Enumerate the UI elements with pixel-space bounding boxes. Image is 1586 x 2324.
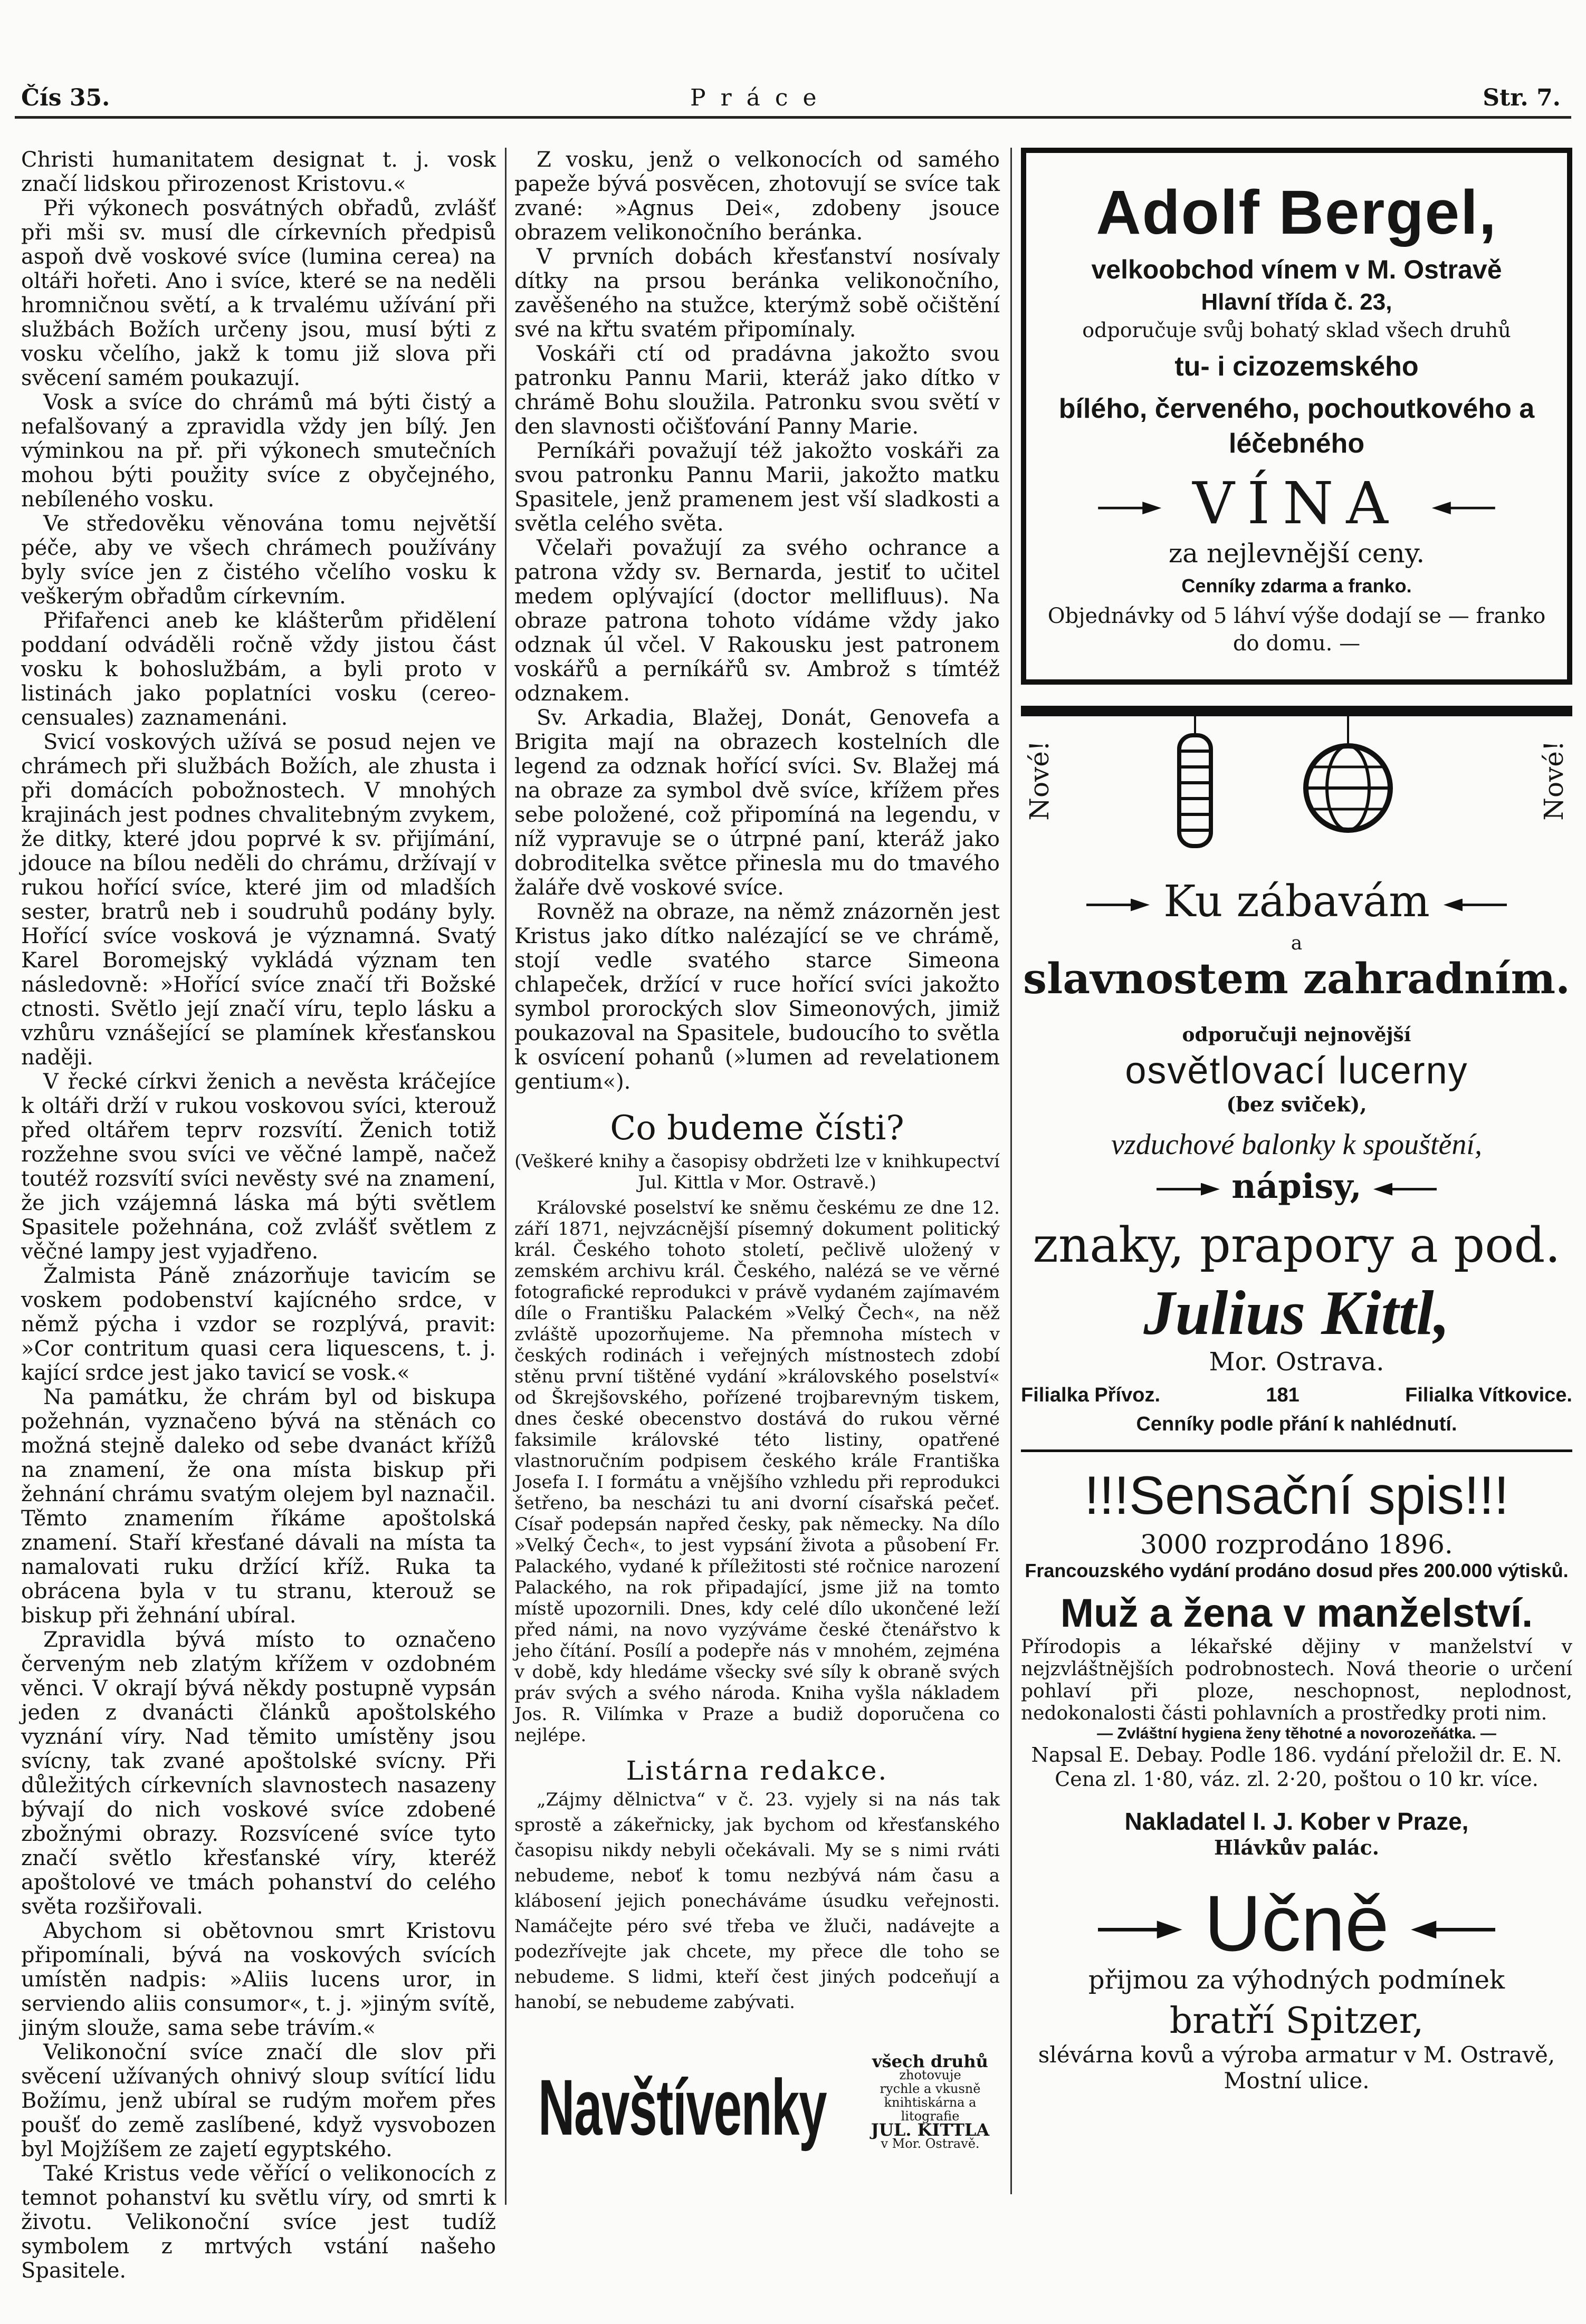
ad-title: Adolf Bergel,: [1096, 178, 1497, 247]
advertisement-column: [1021, 148, 1572, 2093]
ad-line: Francouzského vydání prodáno dosud přes 200.000 výtisků.: [1025, 1560, 1569, 1581]
paragraph: Rovněž na obraze, na němž znázorněn jest Kristus jako dítko nalézající se ve chrámě, stojí vedle svatého starce Simeona chlapeček, držící v ruce hořící svíci jakožto symbol prorockých slov Simeonových, jimiž poukazoval na Spasitele, budoucího to světla k osvícení pohanů (»lumen ad revelationem gentium«).: [514, 900, 1000, 1094]
ad-line: v Mor. Ostravě.: [881, 2136, 980, 2151]
paragraph: Velikonoční svíce značí dle slov při svěcení užívaných ohnivý sloup svítící lidu Božímu, jenž ubíral se rudým mořem přes poušť do země zaslíbené, když vysvobozen byl Mojžíšem ze zajetí egyptského.: [21, 2040, 496, 2162]
ad-line: Hlávkův palác.: [1214, 1836, 1379, 1859]
pointing-hand-icon: [1411, 1920, 1495, 1938]
paragraph: V řecké církvi ženich a nevěsta kráčejíce k oltáři drží v rukou voskovou svíci, kterouž před oltářem teprv rozsvítí. Ženich totiž rozžehne svou svíci ve věčné lampě, načež toutéž rozsvítí svíci nevěsty své na znamení, že jich vzájemná láska má býti světlem Spasitele požehnána, což zvlášť světlem z věčné lampy jest vyjadřeno.: [21, 1070, 496, 1264]
header-rule: [15, 116, 1571, 119]
ad-apprentices-text: Učně: [1204, 1879, 1389, 1967]
paragraph: Sv. Arkadia, Blažej, Donát, Genovefa a Brigita mají na obrazech kostelních dle legend za odznak hořící svíci. Sv. Blažej má na obraze za symbol dvě svíce, křížem přes sebe položené, což připomíná na legendu, v níž vypravuje se o útrpné paní, kteráž jako dobroditelka světce přinesla mu do tmavého žaláře dvě voskové svíce.: [514, 706, 1000, 900]
ad-line: slévárna kovů a výroba armatur v M. Ostravě,: [1038, 2042, 1555, 2068]
column-rule: [1010, 148, 1012, 2194]
ad-line: 3000 rozprodáno 1896.: [1140, 1529, 1453, 1560]
pointing-hand-icon: [1373, 1183, 1437, 1196]
lantern-illustration: [1021, 706, 1572, 867]
ad-branch-number: 181: [1266, 1384, 1300, 1406]
ad-line: (bez sviček),: [1226, 1092, 1367, 1116]
ad-headline: Navštívenky: [538, 2063, 827, 2152]
letters-text: „Zájmy dělnictva“ v č. 23. vyjely si na nás tak sprostě a zákeřnicky, jak bychom od křesťanského časopisu nikdy nebyli očekávali. My se s nimi rváti nebudeme, neboť k tomu nezbývá nám času a klábosení jejich ponecháváme úsudku veřejnosti. Namáčejte péro své třeba ve žluči, nadávejte a podezřívejte jak chcete, my přece dle toho se nebudeme. S lidmi, kteří čest jiných podceňují a hanobí, se nebudeme zabývati.: [514, 1789, 1000, 2013]
ad-book-text: Přírodopis a lékařské dějiny v manželství v nejzvláštnějších podrobnostech. Nová theorie o určení pohlaví při ploze, neschopnost, neplodnost, nedokonalosti části pohlavních a prostředky proti nim.: [1021, 1636, 1572, 1724]
ad-new-left: Nové!: [1024, 741, 1055, 821]
ad-line: knihtiskárna a litografie: [884, 2095, 977, 2124]
ad-line: rychle a vkusně: [880, 2081, 981, 2096]
section-title-letters: Listárna redakce.: [626, 1755, 888, 1786]
issue-number: Čís 35.: [21, 84, 110, 111]
lantern-icon: [1021, 709, 1572, 867]
ad-apprentices-title: [1021, 1881, 1572, 1965]
ad-line: Mor. Ostrava.: [1209, 1347, 1384, 1377]
ad-publisher: Nakladatel I. J. Kober v Praze,: [1124, 1808, 1469, 1835]
ad-details: [864, 2051, 996, 2151]
section-title-reading: Co budeme čísti?: [610, 1109, 904, 1148]
paragraph: Ve středověku věnována tomu největší péče, aby ve všech chrámech používány byly svíce jen z čistého včelího vosku k veškerým obřadům církevním.: [21, 512, 496, 609]
pointing-hand-icon: [1157, 1183, 1220, 1196]
ad-branches: [1021, 1384, 1572, 1407]
ad-line: znaky, prapory a pod.: [1033, 1217, 1561, 1273]
ad-wine: [1036, 469, 1558, 537]
reading-text: Královské poselství ke sněmu českému ze dne 12. září 1871, nejvzácnější písemný dokument politický král. Českého tohoto století, pečlivě uložený v zemském archivu král. Českého, nalézá se ve věrné fotografické reprodukci v právě vydaném zajímavém díle o Františku Palackém »Velký Čech«, na něž zvláště upozorňujeme. Na přemnoha místech v českých rodinách i veřejných místnostech zdobí stěnu první tištěné vydání »královského poselství« od Škrejšovského, pořízené trojbarevným tiskem, dnes české obecenstvo dostává do rukou věrné faksimile královské této listiny, opatřené vlastnoručním podpisem českého krále Františka Josefa I. I formátu a vnějšího vzhledu při reprodukci šetřeno, ba nescházi tu ani dvorní císařská pečeť. Císař podepsán napřed česky, pak německy. Na dílo »Velký Čech«, to jest vypsání života a působení Fr. Palackého, vydané k příležitosti sté ročnice narození Palackého, na rok připadající, jsme již na tomto místě upozornili. Dnes, kdy celé dílo ukončené leží před námi, na novo vyzýváme české čtenářstvo k jeho čítání. Posílí a podepře nás v mnohém, zejména v době, kdy hledáme všecky své síly k obraně svých práv svých a svého národa. Kniha vyšla nákladem Jos. R. Vilímka v Praze a budiž doporučena co nejlépe.: [514, 1197, 1000, 1746]
ad-line: Napsal E. Debay. Podle 186. vydání přeložil dr. E. N.: [1031, 1743, 1562, 1766]
ad-line: za nejlevnější ceny.: [1168, 538, 1425, 569]
paragraph: Christi humanitatem designat t. j. vosk značí lidskou přirozenost Kristovu.«: [21, 148, 496, 196]
ad-headline-2: slavnostem zahradním.: [1023, 954, 1571, 1003]
ad-line: Mostní ulice.: [1224, 2068, 1370, 2093]
article-column-1: [21, 148, 496, 2283]
ad-line: tu- i cizozemského: [1174, 351, 1419, 382]
pointing-hand-icon: [1086, 899, 1150, 911]
ad-line: Cenníky zdarma a franko.: [1181, 575, 1412, 597]
pointing-hand-icon: [1098, 1920, 1182, 1938]
ad-headline: [1021, 878, 1572, 926]
ad-company-name: Julius Kittl,: [1143, 1278, 1450, 1348]
ad-new-right: Nové!: [1539, 741, 1569, 821]
ad-line: — Zvláštní hygiena ženy těhotné a novorozeňátka. —: [1097, 1725, 1496, 1742]
paragraph: Také Kristus vede věřící o velikonocích z temnot pohanství ku světlu víry, od smrti k životu. Velikonoční svíce jest tudíž symbolem z mrtvých vstání našeho Spasitele.: [21, 2162, 496, 2283]
ad-line-text: nápisy,: [1231, 1167, 1362, 1206]
ad-sensation-title: !!!Sensační spis!!!: [1084, 1465, 1509, 1525]
ad-kittl: [1021, 706, 1572, 2093]
ad-book-title: Muž a žena v manželství.: [1060, 1591, 1533, 1636]
paragraph: Voskáři ctí od pradávna jakožto svou patronku Pannu Marii, kteráž jako dítko v chrámě Bohu sloužila. Patronku svou světí v den slavnosti očišťování Panny Marie.: [514, 342, 1000, 439]
section-intro: (Veškeré knihy a časopisy obdržeti lze v knihkupectví Jul. Kittla v Mor. Ostravě.): [514, 1151, 1000, 1193]
ad-headline-text: Ku zábavám: [1163, 877, 1430, 927]
ad-line: odporučuji nejnovější: [1182, 1024, 1411, 1046]
ad-line: velkoobchod vínem v M. Ostravě: [1091, 255, 1502, 284]
ad-line: Cenníky podle přání k nahlédnutí.: [1136, 1413, 1457, 1435]
ad-company: bratří Spitzer,: [1169, 2000, 1424, 2042]
ad-line: osvětlovací lucerny: [1125, 1050, 1468, 1092]
paragraph: V prvních dobách křesťanství nosívaly dítky na prsou beránka velikonočního, zavěšeného na stužce, kterýmž sobě očištění své na křtu svatém připomínaly.: [514, 245, 1000, 342]
paragraph: Abychom si obětovnou smrt Kristovu připomínali, bývá na voskových svících umístěn nadpis: »Aliis lucens uror, in serviendo aliis consumor«, t. j. »jiným svítě, jiným slouže, sama sebe trávím.«: [21, 1919, 496, 2040]
paragraph: Včelaři považují za svého ochrance a patrona vždy sv. Bernarda, jestiť to učitel medem oplývající (doctor mellifluus). Na obraze patrona tohoto vídáme vždy jako odznak úl včel. V Rakousku jest patronem voskářů a perníkářů sv. Ambrož s tímtéž odznakem.: [514, 536, 1000, 706]
pointing-hand-icon: [1432, 502, 1495, 514]
ad-line: [1021, 1167, 1572, 1206]
pointing-hand-icon: [1444, 899, 1507, 911]
paragraph: Zpravidla bývá místo to označeno červeným neb zlatým křížem v ozdobném věnci. V okrají bývá někdy postupně vypsán jeden z dvanácti článků apoštolského vyznání víry. Nad těmito umístěny jsou svícny, tak zvané apoštolské svícny. Při důležitých církevních slavnostech nasazeny bývají do nich voskové svíce zdobené zbožnými obrazy. Rozsvícené svíce tyto značí světlo křesťanské víry, kteréž apoštolové ve tmách pohanství do celého světa rozšiřovali.: [21, 1628, 496, 1919]
ad-line: zhotovuje: [899, 2068, 961, 2082]
ad-line: a: [1291, 933, 1303, 954]
ad-branch: Filialka Vítkovice.: [1405, 1384, 1572, 1406]
ad-line: přijmou za výhodných podmínek: [1088, 1965, 1505, 1995]
article-column-2: [514, 148, 1000, 2015]
ad-divider: [1021, 1449, 1572, 1452]
column-rule: [505, 148, 507, 2205]
ad-line: Cena zl. 1·80, váz. zl. 2·20, poštou o 10 kr. více.: [1055, 1768, 1539, 1791]
ad-line: Hlavní třída č. 23,: [1201, 289, 1392, 315]
ad-line: odporučuje svůj bohatý sklad všech druhů: [1082, 319, 1511, 342]
ad-line: bílého, červeného, pochoutkového a léčebného: [1058, 393, 1535, 459]
paragraph: Žalmista Páně znázorňuje tavicím se voskem podobenství kajícného srdce, v němž pýcha i vzdor se rozplývá, pravit: »Cor contritum quasi cera liquescens, t. j. kající srdce jest jako tavicí se vosk.«: [21, 1264, 496, 1385]
page-number: Str. 7.: [1483, 84, 1561, 111]
ad-wine-text: VÍNA: [1192, 469, 1401, 537]
paragraph: Při výkonech posvátných obřadů, zvlášť při mši sv. musí dle církevních předpisů aspoň dvě voskové svíce (lumina cerea) na oltáři hořeti. Ano i svíce, které se na neděli hromničnou světí, a k trvalému užívání při službách Božích určeny jsou, musí býti z vosku včelího, jakž k tomu již slova při svěcení samém poukazují.: [21, 196, 496, 390]
ad-line: JUL. KITTLA: [871, 2120, 990, 2140]
paragraph: Svicí voskových užívá se posud nejen ve chrámech při službách Božích, ale zhusta i při domácích pobožnostech. V mnohých krajinách jest podnes chvalitebným zvykem, že ditky, které jdou poprvé k sv. přijímání, jdouce na bílou neděli do chrámu, držívají v rukou hořící svíce, které jim od mladších sester, bratrů neb i soudruhů podány byly. Hořící svíce vosková je významná. Svatý Karel Boromejský vykládá význam ten následovně: »Hořící svíce značí tři Božské ctnosti. Světlo její značí víru, teplo lásku a vzhůru vznášející se plamínek křesťanskou naději.: [21, 730, 496, 1070]
ad-line: Objednávky od 5 láhví výše dodají se — franko do domu. —: [1047, 604, 1546, 656]
masthead: Práce: [690, 84, 832, 111]
paragraph: Přifařenci aneb ke klášterům přidělení poddaní odváděli ročně vždy jistou část vosku k bohoslužbám, a byli proto v listinách jako poplatníci vosku (cereo-censuales) zaznamenáni.: [21, 609, 496, 730]
page-header: [15, 84, 1571, 127]
paragraph: Vosk a svíce do chrámů má býti čistý a nefalšovaný a zpravidla vždy jen bílý. Jen výminkou na př. při výkonech smutečních mohou býti použity svíce z obyčejného, nebíleného vosku.: [21, 390, 496, 512]
pointing-hand-icon: [1098, 502, 1161, 514]
ad-line: vzduchové balonky k spouštění,: [1111, 1128, 1482, 1161]
ad-branch: Filialka Přívoz.: [1021, 1384, 1160, 1406]
paragraph: Na památku, že chrám byl od biskupa požehnán, vyznačeno bývá na stěnách co možná stejně daleko od sebe dvanáct křížů na znamení, že ona místa biskup při žehnání chrámu svatým olejem byl naznačil. Těmto znamením říkáme apoštolská znamení. Staří křesťané dávali na místa ta namalovati ruku držící kříž. Ruka ta obrácena byla v tu stranu, kterouž se biskup při žehnání ubíral.: [21, 1385, 496, 1628]
ad-business-cards: [533, 2051, 997, 2178]
paragraph: Z vosku, jenž o velkonocích od samého papeže bývá posvěcen, zhotovují se svíce tak zvané: »Agnus Dei«, zdobeny jsouce obrazem velikonočního beránka.: [514, 148, 1000, 245]
ad-bergel: [1021, 148, 1572, 685]
ad-line: všech druhů: [872, 2051, 988, 2071]
paragraph: Perníkáři považují též jakožto voskáři za svou patronku Pannu Marii, jakožto matku Spasitele, jenž pramenem jest vší sladkosti a světla celého světa.: [514, 439, 1000, 536]
